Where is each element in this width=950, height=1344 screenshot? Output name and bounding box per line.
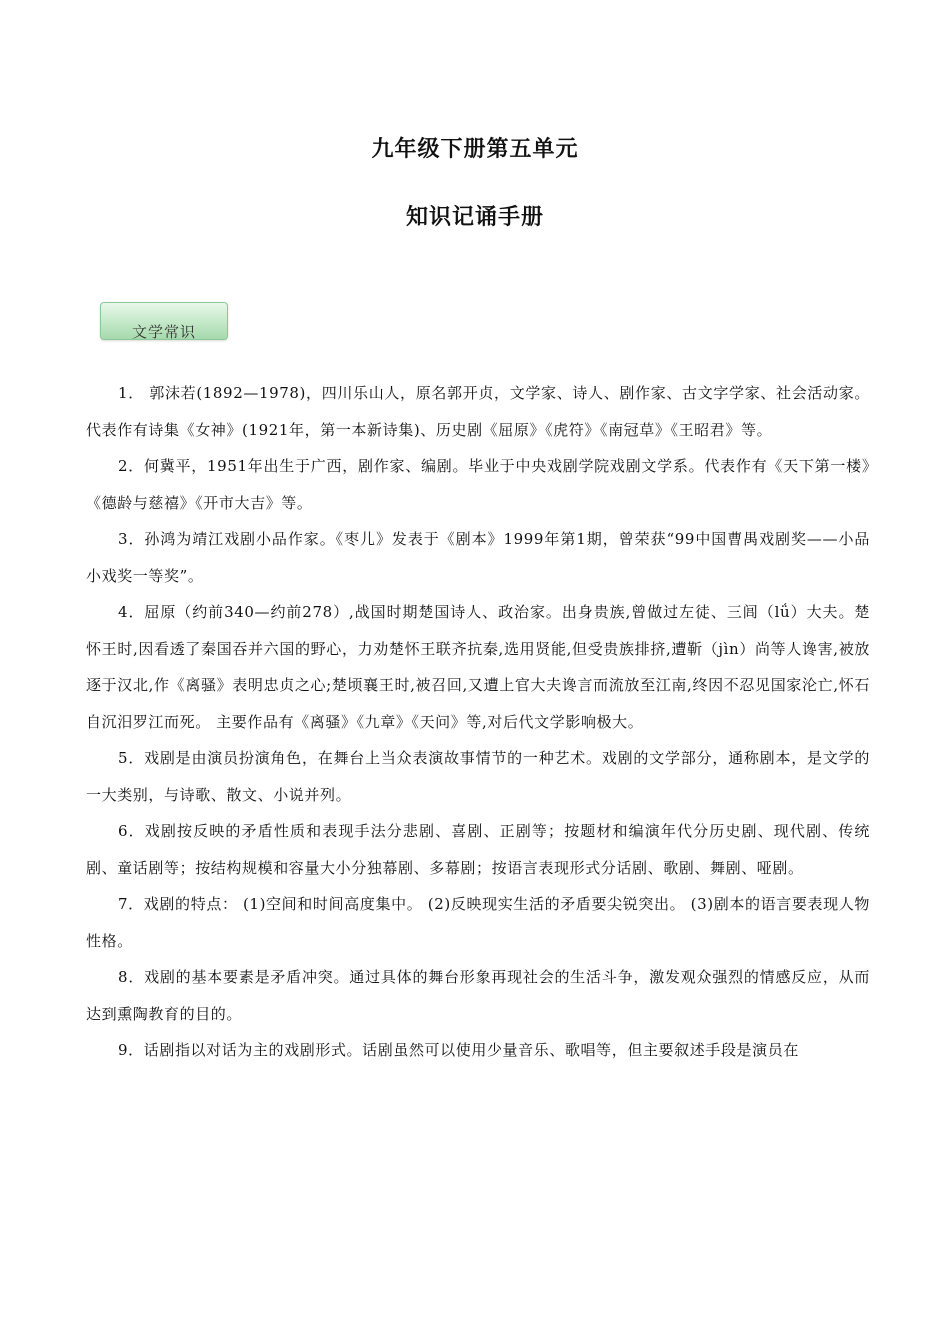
paragraph-7: 7．戏剧的特点： (1)空间和时间高度集中。 (2)反映现实生活的矛盾要尖锐突出。 (3)剧本的语言要表现人物性格。 (86, 895, 870, 950)
paragraph-5: 5．戏剧是由演员扮演角色，在舞台上当众表演故事情节的一种艺术。戏剧的文学部分，通称剧本，是文学的一大类别，与诗歌、散文、小说并列。 (86, 749, 870, 804)
paragraph-4: 4．屈原（约前340—约前278）,战国时期楚国诗人、政治家。出身贵族,曾做过左徒、三闾（lǘ）大夫。楚怀王时,因看透了秦国吞并六国的野心，力劝楚怀王联齐抗秦,选用贤能,但受贵族排挤,遭靳（jìn）尚等人谗害,被放逐于汉北,作《离骚》表明忠贞之心;楚顷襄王时,被召回,又遭上官大夫谗言而流放至江南,终因不忍见国家沦亡,怀石自沉汨罗江而死。 主要作品有《离骚》《九章》《天问》等,对后代文学影响极大。 (86, 603, 870, 731)
paragraph-2: 2．何冀平，1951年出生于广西，剧作家、编剧。毕业于中央戏剧学院戏剧文学系。代表作有《天下第一楼》《德龄与慈禧》《开市大吉》等。 (86, 457, 870, 512)
paragraph-8: 8．戏剧的基本要素是矛盾冲突。通过具体的舞台形象再现社会的生活斗争，激发观众强烈的情感反应，从而达到熏陶教育的目的。 (86, 968, 870, 1023)
document-subtitle: 知识记诵手册 (405, 205, 544, 230)
section-badge-label: 文学常识 (131, 323, 196, 340)
document-body (86, 375, 870, 1069)
paragraph-3: 3．孙鸿为靖江戏剧小品作家。《枣儿》发表于《剧本》1999年第1期，曾荣获“99中国曹禺戏剧奖——小品小戏奖一等奖”。 (86, 530, 870, 585)
paragraph-6: 6．戏剧按反映的矛盾性质和表现手法分悲剧、喜剧、正剧等；按题材和编演年代分历史剧、现代剧、传统剧、童话剧等；按结构规模和容量大小分独幕剧、多幕剧；按语言表现形式分话剧、歌剧、舞剧、哑剧。 (86, 822, 870, 877)
paragraph-9: 9．话剧指以对话为主的戏剧形式。话剧虽然可以使用少量音乐、歌唱等，但主要叙述手段是演员在 (118, 1041, 799, 1059)
document-title: 九年级下册第五单元 (371, 137, 579, 162)
section-badge (100, 302, 228, 340)
paragraph-1: 1． 郭沫若(1892—1978)，四川乐山人，原名郭开贞，文学家、诗人、剧作家、古文字学家、社会活动家。代表作有诗集《女神》(1921年，第一本新诗集)、历史剧《屈原》《虎符》《南冠草》《王昭君》等。 (86, 384, 870, 439)
